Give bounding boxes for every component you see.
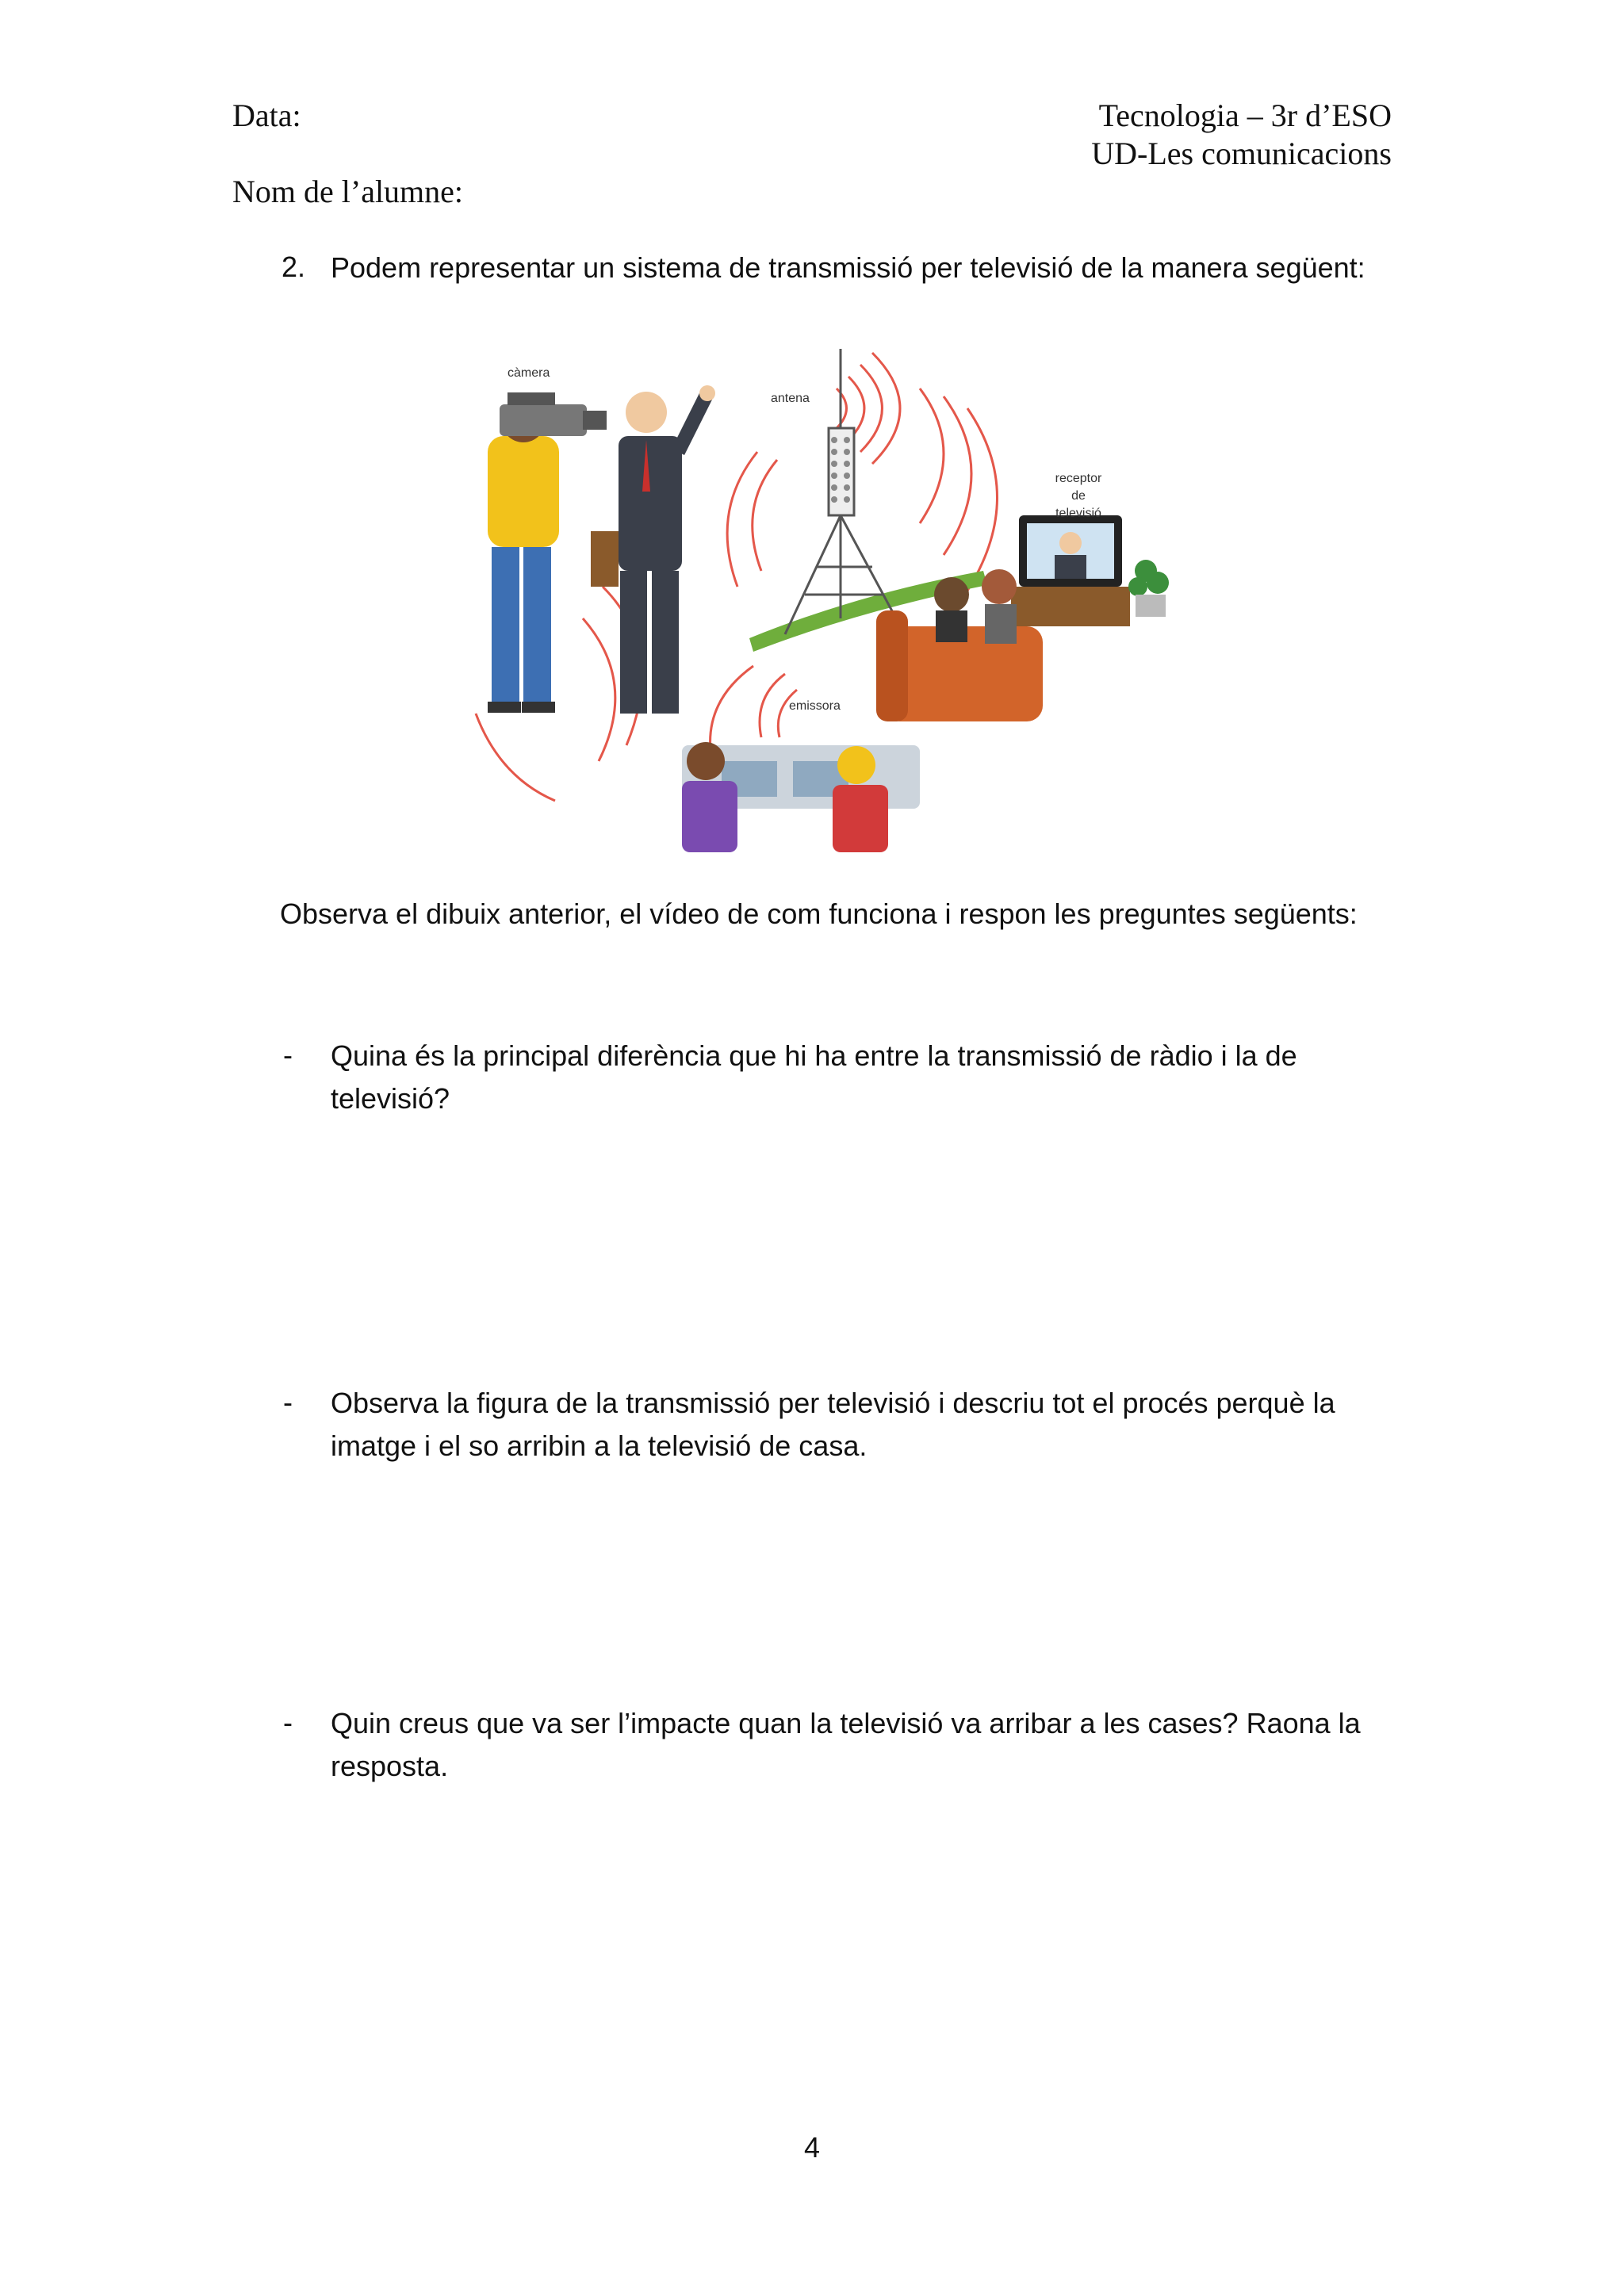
label-receiver-2: de (1071, 489, 1086, 503)
page-number: 4 (803, 2131, 821, 2164)
label-receiver-3: televisió (1055, 507, 1101, 520)
question-3-marker: - (283, 1706, 293, 1739)
label-antenna: antena (771, 392, 810, 405)
question-2-text: Observa la figura de la transmissió per televisió i descriu tot el procés perquè la imatge i el so arribin a la televisió de casa. (331, 1387, 1335, 1462)
date-label: Data: (232, 98, 301, 133)
camera-operator (488, 392, 607, 713)
intro-instructions: Observa el dibuix anterior, el vídeo de com funciona i respon les preguntes següents: (280, 897, 1358, 930)
question-1-marker: - (283, 1039, 293, 1071)
question-1-text: Quina és la principal diferència que hi ha entre la transmissió de ràdio i la de televisió? (331, 1039, 1297, 1115)
unit-title: UD-Les comunicacions (1091, 136, 1392, 171)
label-receiver-1: receptor (1055, 472, 1102, 485)
exercise-number: 2. (282, 251, 306, 283)
question-3-text: Quin creus que va ser l’impacte quan la televisió va arribar a les cases? Raona la resposta. (331, 1707, 1361, 1782)
student-name-label: Nom de l’alumne: (232, 174, 464, 209)
subject-title: Tecnologia – 3r d’ESO (1098, 98, 1392, 133)
question-2-marker: - (283, 1386, 293, 1418)
label-station: emissora (789, 699, 841, 713)
tv-transmission-illustration (444, 333, 1205, 856)
label-camera: càmera (508, 366, 550, 380)
exercise-statement: Podem representar un sistema de transmissió per televisió de la manera següent: (331, 251, 1365, 284)
control-room (682, 742, 920, 852)
living-room (876, 515, 1169, 721)
